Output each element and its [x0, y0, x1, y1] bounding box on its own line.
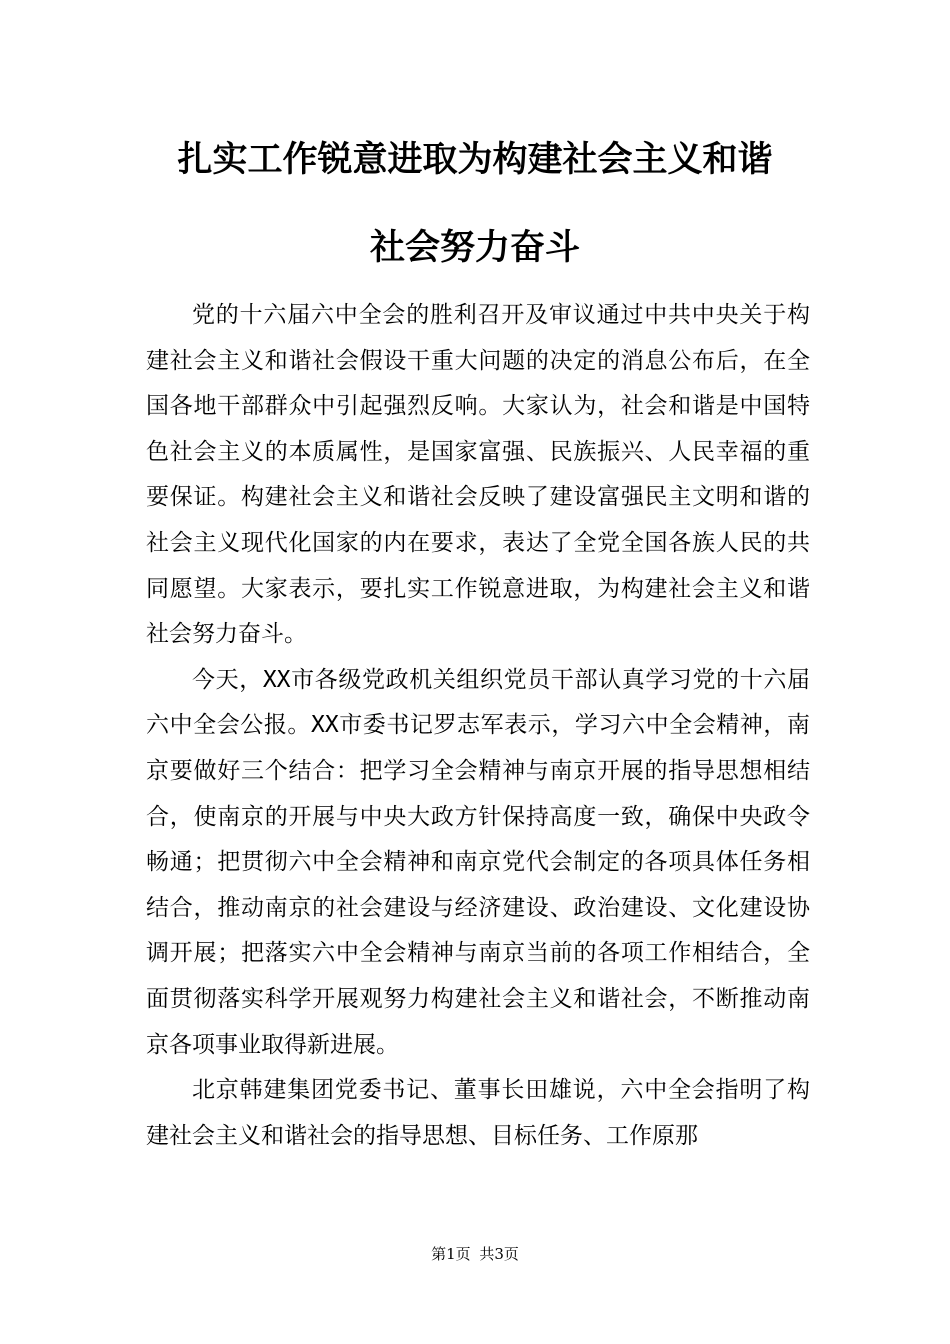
page-footer — [0, 1244, 950, 1264]
document-title-line-1: 扎实工作锐意进取为构建社会主义和谐 — [177, 139, 773, 180]
document-body — [146, 293, 810, 1159]
body-paragraph-3: 北京韩建集团党委书记、董事长田雄说，六中全会指明了构建社会主义和谐社会的指导思想、目标任务、工作原那 — [146, 1077, 810, 1149]
page-number-current: 第1页 — [431, 1245, 471, 1263]
page-number-total: 共3页 — [479, 1245, 519, 1263]
document-title-line-2: 社会努力奋斗 — [369, 227, 580, 268]
body-paragraph-2: 今天，XX市各级党政机关组织党员干部认真学习党的十六届六中全会公报。XX市委书记罗志军表示，学习六中全会精神，南京要做好三个结合：把学习全会精神与南京开展的指导思想相结合，使南京的开展与中央大政方针保持高度一致，确保中央政令畅通；把贯彻六中全会精神和南京党代会制定的各项具体任务相结合，推动南京的社会建设与经济建设、政治建设、文化建设协调开展；把落实六中全会精神与南京当前的各项工作相结合，全面贯彻落实科学开展观努力构建社会主义和谐社会，不断推动南京各项事业取得新进展。 — [146, 666, 810, 1058]
body-paragraph-1: 党的十六届六中全会的胜利召开及审议通过中共中央关于构建社会主义和谐社会假设干重大问题的决定的消息公布后，在全国各地干部群众中引起强烈反响。大家认为，社会和谐是中国特色社会主义的本质属性，是国家富强、民族振兴、人民幸福的重要保证。构建社会主义和谐社会反映了建设富强民主文明和谐的社会主义现代化国家的内在要求，表达了全党全国各族人民的共同愿望。大家表示，要扎实工作锐意进取，为构建社会主义和谐社会努力奋斗。 — [146, 302, 810, 648]
